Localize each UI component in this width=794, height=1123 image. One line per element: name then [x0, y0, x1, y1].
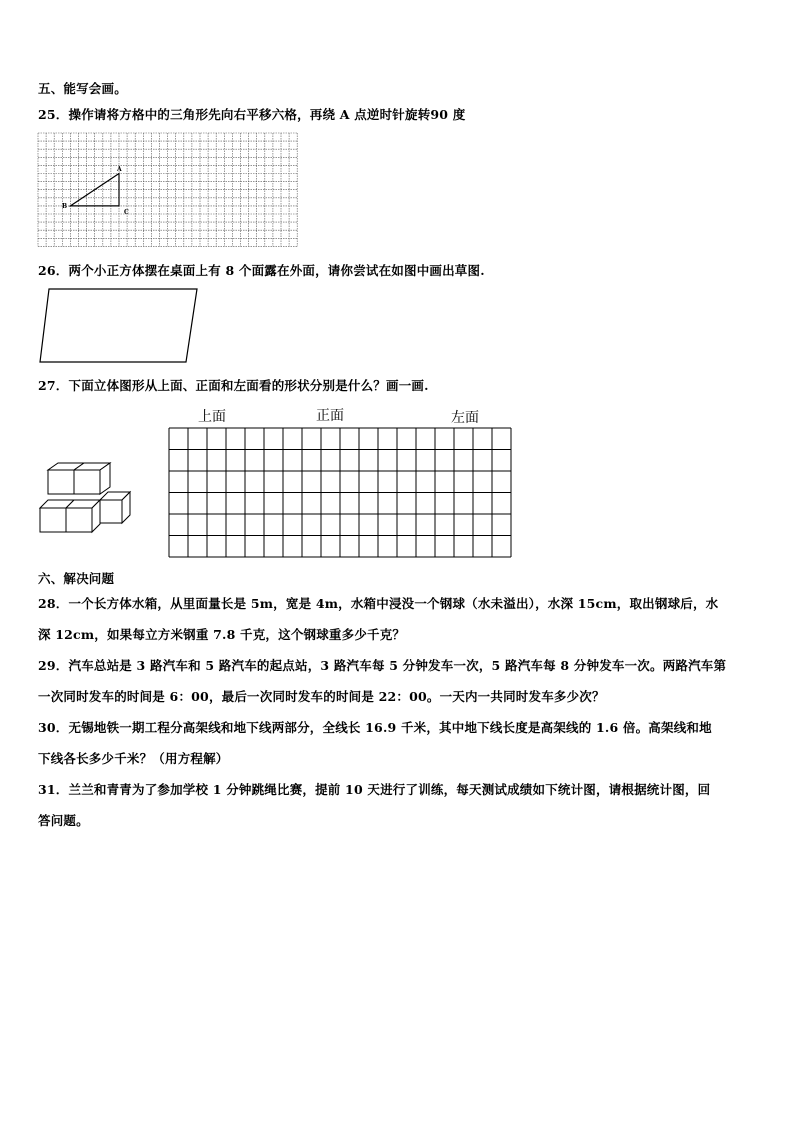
question-26-parallelogram: [38, 288, 200, 364]
section-six-title: 六、解决问题: [38, 571, 115, 586]
question-29-line-2: 一次同时发车的时间是 6：00，最后一次同时发车的时间是 22：00。一天内一共同时发车多少次？: [38, 689, 605, 704]
question-30-line-2: 下线各长多少千米？（用方程解）: [38, 751, 229, 766]
question-31-line-1: 31．兰兰和青青为了参加学校 1 分钟跳绳比赛，提前 10 天进行了训练，每天测试成绩如下统计图，请根据统计图，回: [38, 782, 711, 797]
question-27-grid: [169, 428, 512, 558]
question-28-line-1: 28．一个长方体水箱，从里面量长是 5m，宽是 4m，水箱中浸没一个钢球（水未溢出），水深 15cm，取出钢球后，水: [38, 596, 719, 611]
question-31-line-2: 答问题。: [38, 813, 89, 828]
label-left-view: 左面: [451, 410, 479, 426]
point-c-label: C: [124, 209, 129, 216]
section-five-title: 五、能写会画。: [38, 81, 127, 96]
question-27-cube-figure: [38, 462, 136, 538]
point-a-label: A: [117, 166, 122, 173]
question-29-line-1: 29．汽车总站是 3 路汽车和 5 路汽车的起点站，3 路汽车每 5 分钟发车一次，5 路汽车每 8 分钟发车一次。两路汽车第: [38, 658, 727, 673]
question-28-line-2: 深 12cm，如果每立方米钢重 7.8 千克，这个钢球重多少千克？: [38, 627, 406, 642]
question-25-grid: [38, 133, 300, 247]
label-front-view: 正面: [316, 408, 344, 424]
question-27-text: 27．下面立体图形从上面、正面和左面看的形状分别是什么？画一画.: [38, 378, 429, 393]
question-25-text: 25．操作请将方格中的三角形先向右平移六格，再绕 A 点逆时针旋转90 度: [38, 107, 466, 122]
point-b-label: B: [62, 203, 68, 210]
label-top-view: 上面: [198, 409, 226, 425]
question-26-text: 26．两个小正方体摆在桌面上有 8 个面露在外面，请你尝试在如图中画出草图.: [38, 263, 485, 278]
question-30-line-1: 30．无锡地铁一期工程分高架线和地下线两部分，全线长 16.9 千米，其中地下线长度是高架线的 1.6 倍。高架线和地: [38, 720, 712, 735]
